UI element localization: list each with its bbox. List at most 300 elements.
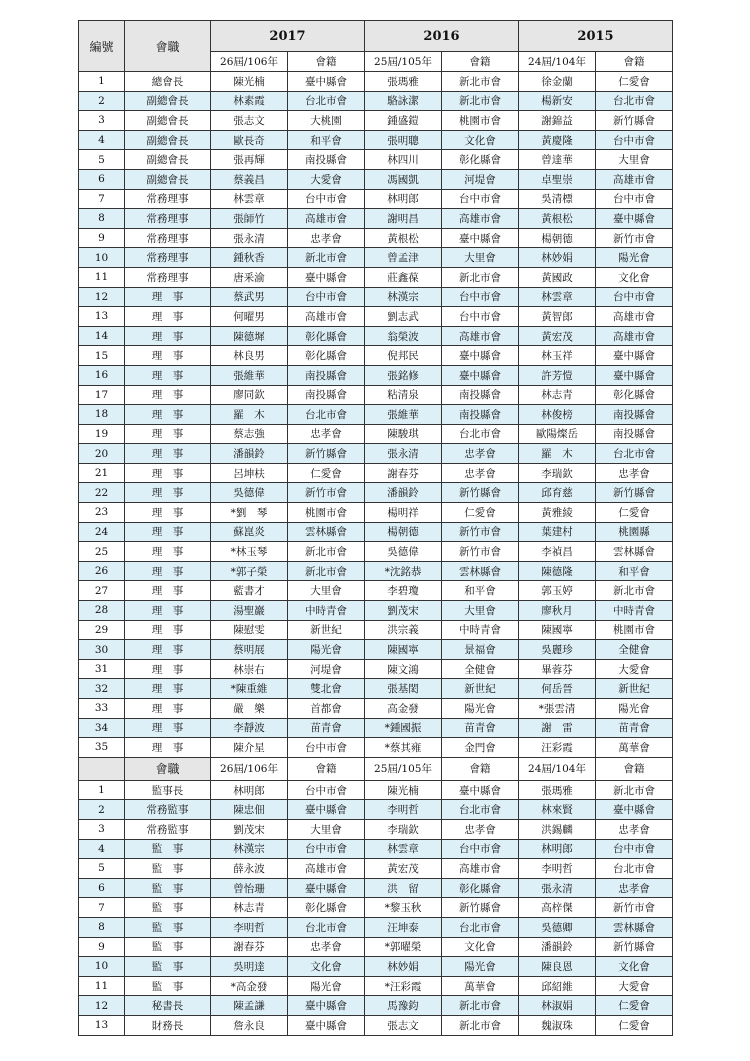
membership-header: 會籍 — [596, 757, 673, 780]
table-row — [79, 522, 673, 542]
member-2017: 唐釆渝 — [211, 267, 288, 287]
member-2017: 歐長奇 — [211, 130, 288, 150]
row-number: 29 — [79, 620, 125, 640]
membership-2016: 臺中縣會 — [442, 365, 519, 385]
membership-2017: 中時青會 — [288, 601, 365, 621]
membership-2015: 臺中縣會 — [596, 365, 673, 385]
member-2016: 張維華 — [365, 405, 442, 425]
membership-2017: 和平會 — [288, 130, 365, 150]
member-2015: 林玉祥 — [519, 346, 596, 366]
table-row — [79, 287, 673, 307]
membership-2017: 大里會 — [288, 581, 365, 601]
member-2017: 李靜波 — [211, 718, 288, 738]
member-2015: 何岳晉 — [519, 679, 596, 699]
membership-2017: 大桃園 — [288, 111, 365, 131]
membership-2015: 仁愛會 — [596, 72, 673, 92]
membership-2016: 新北市會 — [442, 91, 519, 111]
member-2016: 陳駿琪 — [365, 424, 442, 444]
membership-2016: 臺中縣會 — [442, 228, 519, 248]
member-2015: 廖秋月 — [519, 601, 596, 621]
membership-2015: 南投縣會 — [596, 405, 673, 425]
row-number: 23 — [79, 503, 125, 523]
member-2017: 林明郎 — [211, 780, 288, 800]
member-2016: 潘韻鈴 — [365, 483, 442, 503]
membership-2015: 桃園縣 — [596, 522, 673, 542]
member-2015: 陳德隆 — [519, 561, 596, 581]
membership-2016: 苗青會 — [442, 718, 519, 738]
post-title: 理 事 — [125, 287, 211, 307]
post-title: 理 事 — [125, 424, 211, 444]
row-number: 18 — [79, 405, 125, 425]
membership-2017: 高雄市會 — [288, 307, 365, 327]
member-2017: *林玉琴 — [211, 542, 288, 562]
member-2017: 鍾秋香 — [211, 248, 288, 268]
table-row — [79, 150, 673, 170]
member-2015: 張瑪雅 — [519, 780, 596, 800]
member-2015: 林來賢 — [519, 800, 596, 820]
table-row — [79, 819, 673, 839]
member-2016: 林四川 — [365, 150, 442, 170]
member-2016: 莊鑫葆 — [365, 267, 442, 287]
member-2015: 謝錦益 — [519, 111, 596, 131]
membership-2017: 忠孝會 — [288, 424, 365, 444]
member-2017: 羅 木 — [211, 405, 288, 425]
member-2015: 許芳愷 — [519, 365, 596, 385]
member-2015: 洪錫麟 — [519, 819, 596, 839]
member-2015: 黃智郎 — [519, 307, 596, 327]
member-2015: 張永清 — [519, 878, 596, 898]
table-row — [79, 718, 673, 738]
member-2016: *郭曜榮 — [365, 937, 442, 957]
membership-2015: 台北市會 — [596, 859, 673, 879]
row-number: 1 — [79, 780, 125, 800]
membership-2016: 南投縣會 — [442, 385, 519, 405]
membership-2016: 中時青會 — [442, 620, 519, 640]
member-2016: 李瑞欽 — [365, 819, 442, 839]
term-header-26: 26屆/106年 — [211, 757, 288, 780]
membership-2016: 新竹縣會 — [442, 898, 519, 918]
row-number: 6 — [79, 169, 125, 189]
member-2015: 黃根松 — [519, 209, 596, 229]
post-title: 常務監事 — [125, 800, 211, 820]
post-title: 理 事 — [125, 699, 211, 719]
post-title: 理 事 — [125, 679, 211, 699]
membership-2016: 高雄市會 — [442, 326, 519, 346]
row-number: 1 — [79, 72, 125, 92]
table-row — [79, 307, 673, 327]
membership-2016: 新北市會 — [442, 72, 519, 92]
post-title: 理 事 — [125, 659, 211, 679]
membership-2016: 台北市會 — [442, 800, 519, 820]
membership-2017: 桃園市會 — [288, 503, 365, 523]
membership-2016: 高雄市會 — [442, 859, 519, 879]
member-2017: *陳重維 — [211, 679, 288, 699]
membership-2015: 臺中縣會 — [596, 209, 673, 229]
post-header: 會職 — [125, 21, 211, 72]
membership-2016: 桃園市會 — [442, 111, 519, 131]
member-2017: *劉 琴 — [211, 503, 288, 523]
membership-2017: 陽光會 — [288, 976, 365, 996]
membership-2015: 中時青會 — [596, 601, 673, 621]
membership-2015: 高雄市會 — [596, 307, 673, 327]
membership-2017: 大里會 — [288, 819, 365, 839]
council-table — [78, 20, 673, 758]
member-2016: *蔡其雍 — [365, 738, 442, 758]
member-2015: 林志青 — [519, 385, 596, 405]
membership-2017: 高雄市會 — [288, 859, 365, 879]
row-number: 10 — [79, 248, 125, 268]
table-row — [79, 483, 673, 503]
post-title: 秘書長 — [125, 996, 211, 1016]
table-row — [79, 699, 673, 719]
post-title: 理 事 — [125, 620, 211, 640]
membership-2015: 南投縣會 — [596, 424, 673, 444]
membership-2015: 新竹縣會 — [596, 483, 673, 503]
membership-2017: 陽光會 — [288, 640, 365, 660]
table-row — [79, 91, 673, 111]
term-header-26: 26屆/106年 — [211, 52, 288, 72]
row-number: 25 — [79, 542, 125, 562]
membership-2016: 文化會 — [442, 130, 519, 150]
member-2016: 劉茂宋 — [365, 601, 442, 621]
row-number: 4 — [79, 839, 125, 859]
membership-2015: 文化會 — [596, 957, 673, 977]
member-2017: 蔡志強 — [211, 424, 288, 444]
membership-2015: 苗青會 — [596, 718, 673, 738]
membership-2015: 和平會 — [596, 561, 673, 581]
member-2016: 馬豫鈞 — [365, 996, 442, 1016]
post-title: 理 事 — [125, 522, 211, 542]
table-row — [79, 424, 673, 444]
membership-2015: 新北市會 — [596, 581, 673, 601]
membership-2016: 新竹市會 — [442, 542, 519, 562]
membership-2015: 忠孝會 — [596, 819, 673, 839]
table-row — [79, 385, 673, 405]
member-2015: 潘韻鈴 — [519, 937, 596, 957]
member-2017: 湯聖巖 — [211, 601, 288, 621]
member-2015: 黃慶隆 — [519, 130, 596, 150]
row-number: 26 — [79, 561, 125, 581]
membership-2016: 新世紀 — [442, 679, 519, 699]
membership-2016: 忠孝會 — [442, 819, 519, 839]
member-2016: 劉志武 — [365, 307, 442, 327]
membership-2017: 新竹縣會 — [288, 444, 365, 464]
post-title: 監 事 — [125, 976, 211, 996]
member-2017: 林志青 — [211, 898, 288, 918]
table-row — [79, 1015, 673, 1035]
row-number: 3 — [79, 111, 125, 131]
membership-2016: 高雄市會 — [442, 209, 519, 229]
post-title: 理 事 — [125, 718, 211, 738]
table-row — [79, 405, 673, 425]
member-2015: 陳良恩 — [519, 957, 596, 977]
row-number: 12 — [79, 996, 125, 1016]
membership-2017: 南投縣會 — [288, 150, 365, 170]
member-2016: 翁榮波 — [365, 326, 442, 346]
member-2016: 林雲章 — [365, 839, 442, 859]
membership-2017: 臺中縣會 — [288, 878, 365, 898]
member-2015: 吳麗珍 — [519, 640, 596, 660]
membership-2017: 首都會 — [288, 699, 365, 719]
member-2015: 魏淑珠 — [519, 1015, 596, 1035]
row-number: 8 — [79, 209, 125, 229]
table-row — [79, 72, 673, 92]
member-2016: 粘清泉 — [365, 385, 442, 405]
row-number: 2 — [79, 800, 125, 820]
member-2017: 張維華 — [211, 365, 288, 385]
post-title: 理 事 — [125, 307, 211, 327]
post-title: 理 事 — [125, 483, 211, 503]
membership-2016: 臺中縣會 — [442, 780, 519, 800]
member-2017: 陳德墀 — [211, 326, 288, 346]
membership-2015: 台中市會 — [596, 189, 673, 209]
member-2015: 黃國政 — [519, 267, 596, 287]
post-title: 理 事 — [125, 463, 211, 483]
member-2016: 汪坤泰 — [365, 917, 442, 937]
post-title: 理 事 — [125, 365, 211, 385]
membership-2016: 大里會 — [442, 601, 519, 621]
member-2016: 林妙娟 — [365, 957, 442, 977]
post-title: 監 事 — [125, 839, 211, 859]
table-row — [79, 189, 673, 209]
year-header-2015: 2015 — [519, 21, 673, 52]
member-2017: 吳德偉 — [211, 483, 288, 503]
member-2015: 汪彩霞 — [519, 738, 596, 758]
membership-2015: 臺中縣會 — [596, 346, 673, 366]
member-2017: 吳明達 — [211, 957, 288, 977]
post-title: 理 事 — [125, 385, 211, 405]
membership-header: 會籍 — [442, 52, 519, 72]
member-2015: 卓聖崇 — [519, 169, 596, 189]
membership-2017: 台中市會 — [288, 780, 365, 800]
member-2016: *汪彩霞 — [365, 976, 442, 996]
member-2017: 何曜男 — [211, 307, 288, 327]
member-2015: 李瑞欽 — [519, 463, 596, 483]
row-number: 35 — [79, 738, 125, 758]
row-number: 20 — [79, 444, 125, 464]
table-row — [79, 581, 673, 601]
term-header-25: 25屆/105年 — [365, 757, 442, 780]
row-number: 8 — [79, 917, 125, 937]
member-2015: 畢蓉芬 — [519, 659, 596, 679]
table-row — [79, 365, 673, 385]
post-title: 副總會長 — [125, 130, 211, 150]
row-number: 3 — [79, 819, 125, 839]
membership-2017: 臺中縣會 — [288, 800, 365, 820]
row-number: 5 — [79, 150, 125, 170]
member-2015: 林明郎 — [519, 839, 596, 859]
membership-2016: 萬華會 — [442, 976, 519, 996]
member-2017: 張永清 — [211, 228, 288, 248]
membership-2015: 雲林縣會 — [596, 542, 673, 562]
membership-2017: 台北市會 — [288, 917, 365, 937]
row-number: 15 — [79, 346, 125, 366]
row-number: 9 — [79, 937, 125, 957]
membership-2015: 大愛會 — [596, 659, 673, 679]
row-number: 4 — [79, 130, 125, 150]
member-2016: 張基閎 — [365, 679, 442, 699]
membership-2016: 忠孝會 — [442, 444, 519, 464]
member-2016: 洪 留 — [365, 878, 442, 898]
member-2016: *沈銘恭 — [365, 561, 442, 581]
membership-2017: 河堤會 — [288, 659, 365, 679]
member-2017: *高金發 — [211, 976, 288, 996]
member-2017: 薛永波 — [211, 859, 288, 879]
table-row — [79, 659, 673, 679]
member-2015: 吳清標 — [519, 189, 596, 209]
membership-2015: 新竹市會 — [596, 228, 673, 248]
member-2016: 陳光楠 — [365, 780, 442, 800]
post-title: 理 事 — [125, 405, 211, 425]
member-2017: 陳忠佃 — [211, 800, 288, 820]
member-2016: 駱詠潔 — [365, 91, 442, 111]
membership-2016: 台中市會 — [442, 307, 519, 327]
membership-2015: 雲林縣會 — [596, 917, 673, 937]
table-row — [79, 640, 673, 660]
year-header-2017: 2017 — [211, 21, 365, 52]
member-2017: 陳光楠 — [211, 72, 288, 92]
membership-header: 會籍 — [596, 52, 673, 72]
member-2017: 李明哲 — [211, 917, 288, 937]
membership-2017: 大愛會 — [288, 169, 365, 189]
membership-2017: 臺中縣會 — [288, 72, 365, 92]
member-2015: 高梓傑 — [519, 898, 596, 918]
membership-2016: 河堤會 — [442, 169, 519, 189]
membership-2015: 新竹縣會 — [596, 111, 673, 131]
member-2017: 張師竹 — [211, 209, 288, 229]
table-row — [79, 601, 673, 621]
membership-2015: 台北市會 — [596, 444, 673, 464]
member-2016: *黎玉秋 — [365, 898, 442, 918]
membership-2017: 台北市會 — [288, 91, 365, 111]
table-row — [79, 738, 673, 758]
row-number: 28 — [79, 601, 125, 621]
row-number: 12 — [79, 287, 125, 307]
member-2016: *鍾國振 — [365, 718, 442, 738]
supervisor-post-header: 會職 — [125, 757, 211, 780]
membership-2016: 雲林縣會 — [442, 561, 519, 581]
membership-2015: 陽光會 — [596, 699, 673, 719]
member-2015: 林妙娟 — [519, 248, 596, 268]
membership-2015: 忠孝會 — [596, 463, 673, 483]
post-title: 理 事 — [125, 581, 211, 601]
row-number: 21 — [79, 463, 125, 483]
row-number: 27 — [79, 581, 125, 601]
member-2016: 黃宏茂 — [365, 859, 442, 879]
row-number: 11 — [79, 267, 125, 287]
post-title: 副總會長 — [125, 91, 211, 111]
table-row — [79, 169, 673, 189]
membership-2015: 仁愛會 — [596, 996, 673, 1016]
table-row — [79, 209, 673, 229]
term-header-24: 24屆/104年 — [519, 757, 596, 780]
post-title: 理 事 — [125, 326, 211, 346]
member-2015: 吳德卿 — [519, 917, 596, 937]
table-row — [79, 878, 673, 898]
post-title: 常務理事 — [125, 228, 211, 248]
post-title: 總會長 — [125, 72, 211, 92]
membership-2016: 和平會 — [442, 581, 519, 601]
membership-2016: 金門會 — [442, 738, 519, 758]
member-2015: 羅 木 — [519, 444, 596, 464]
table-row — [79, 859, 673, 879]
row-number: 31 — [79, 659, 125, 679]
post-title: 監 事 — [125, 917, 211, 937]
member-2016: 張志文 — [365, 1015, 442, 1035]
membership-2016: 台中市會 — [442, 287, 519, 307]
membership-2016: 台中市會 — [442, 189, 519, 209]
member-2016: 林明郎 — [365, 189, 442, 209]
post-title: 副總會長 — [125, 111, 211, 131]
table-row — [79, 228, 673, 248]
post-title: 監 事 — [125, 859, 211, 879]
member-2017: 藍書才 — [211, 581, 288, 601]
member-2017: 嚴 樂 — [211, 699, 288, 719]
table-row — [79, 248, 673, 268]
member-2017: *郭子榮 — [211, 561, 288, 581]
membership-2017: 臺中縣會 — [288, 267, 365, 287]
membership-2016: 大里會 — [442, 248, 519, 268]
table-row — [79, 326, 673, 346]
table-row — [79, 267, 673, 287]
post-title: 監事長 — [125, 780, 211, 800]
member-2016: 倪邦民 — [365, 346, 442, 366]
member-2017: 林雲章 — [211, 189, 288, 209]
member-2017: 陳孟謙 — [211, 996, 288, 1016]
member-2016: 黃根松 — [365, 228, 442, 248]
member-2016: 林漢宗 — [365, 287, 442, 307]
member-2016: 馮國凱 — [365, 169, 442, 189]
member-2017: 蔡武男 — [211, 287, 288, 307]
post-title: 監 事 — [125, 957, 211, 977]
membership-2017: 雙北會 — [288, 679, 365, 699]
membership-2015: 大愛會 — [596, 976, 673, 996]
post-title: 常務理事 — [125, 189, 211, 209]
row-number: 14 — [79, 326, 125, 346]
membership-2015: 仁愛會 — [596, 1015, 673, 1035]
member-2016: 張明聰 — [365, 130, 442, 150]
member-2016: 張銘修 — [365, 365, 442, 385]
membership-2016: 台中市會 — [442, 839, 519, 859]
membership-2017: 苗青會 — [288, 718, 365, 738]
post-title: 理 事 — [125, 503, 211, 523]
post-title: 理 事 — [125, 561, 211, 581]
membership-2016: 新北市會 — [442, 996, 519, 1016]
member-2016: 張瑪雅 — [365, 72, 442, 92]
member-2015: 李明哲 — [519, 859, 596, 879]
table-row — [79, 542, 673, 562]
row-number: 7 — [79, 898, 125, 918]
membership-2017: 仁愛會 — [288, 463, 365, 483]
row-number: 24 — [79, 522, 125, 542]
membership-2015: 彰化縣會 — [596, 385, 673, 405]
table-row — [79, 346, 673, 366]
membership-2016: 陽光會 — [442, 957, 519, 977]
row-number: 9 — [79, 228, 125, 248]
row-number: 11 — [79, 976, 125, 996]
membership-2016: 忠孝會 — [442, 463, 519, 483]
member-2017: 蔡明展 — [211, 640, 288, 660]
membership-2016: 彰化縣會 — [442, 878, 519, 898]
row-number: 13 — [79, 1015, 125, 1035]
post-title: 常務理事 — [125, 209, 211, 229]
table-row — [79, 561, 673, 581]
member-2016: 李明哲 — [365, 800, 442, 820]
member-2017: 謝春芬 — [211, 937, 288, 957]
membership-2017: 臺中縣會 — [288, 1015, 365, 1035]
member-2017: 林崇右 — [211, 659, 288, 679]
membership-2017: 新竹市會 — [288, 483, 365, 503]
